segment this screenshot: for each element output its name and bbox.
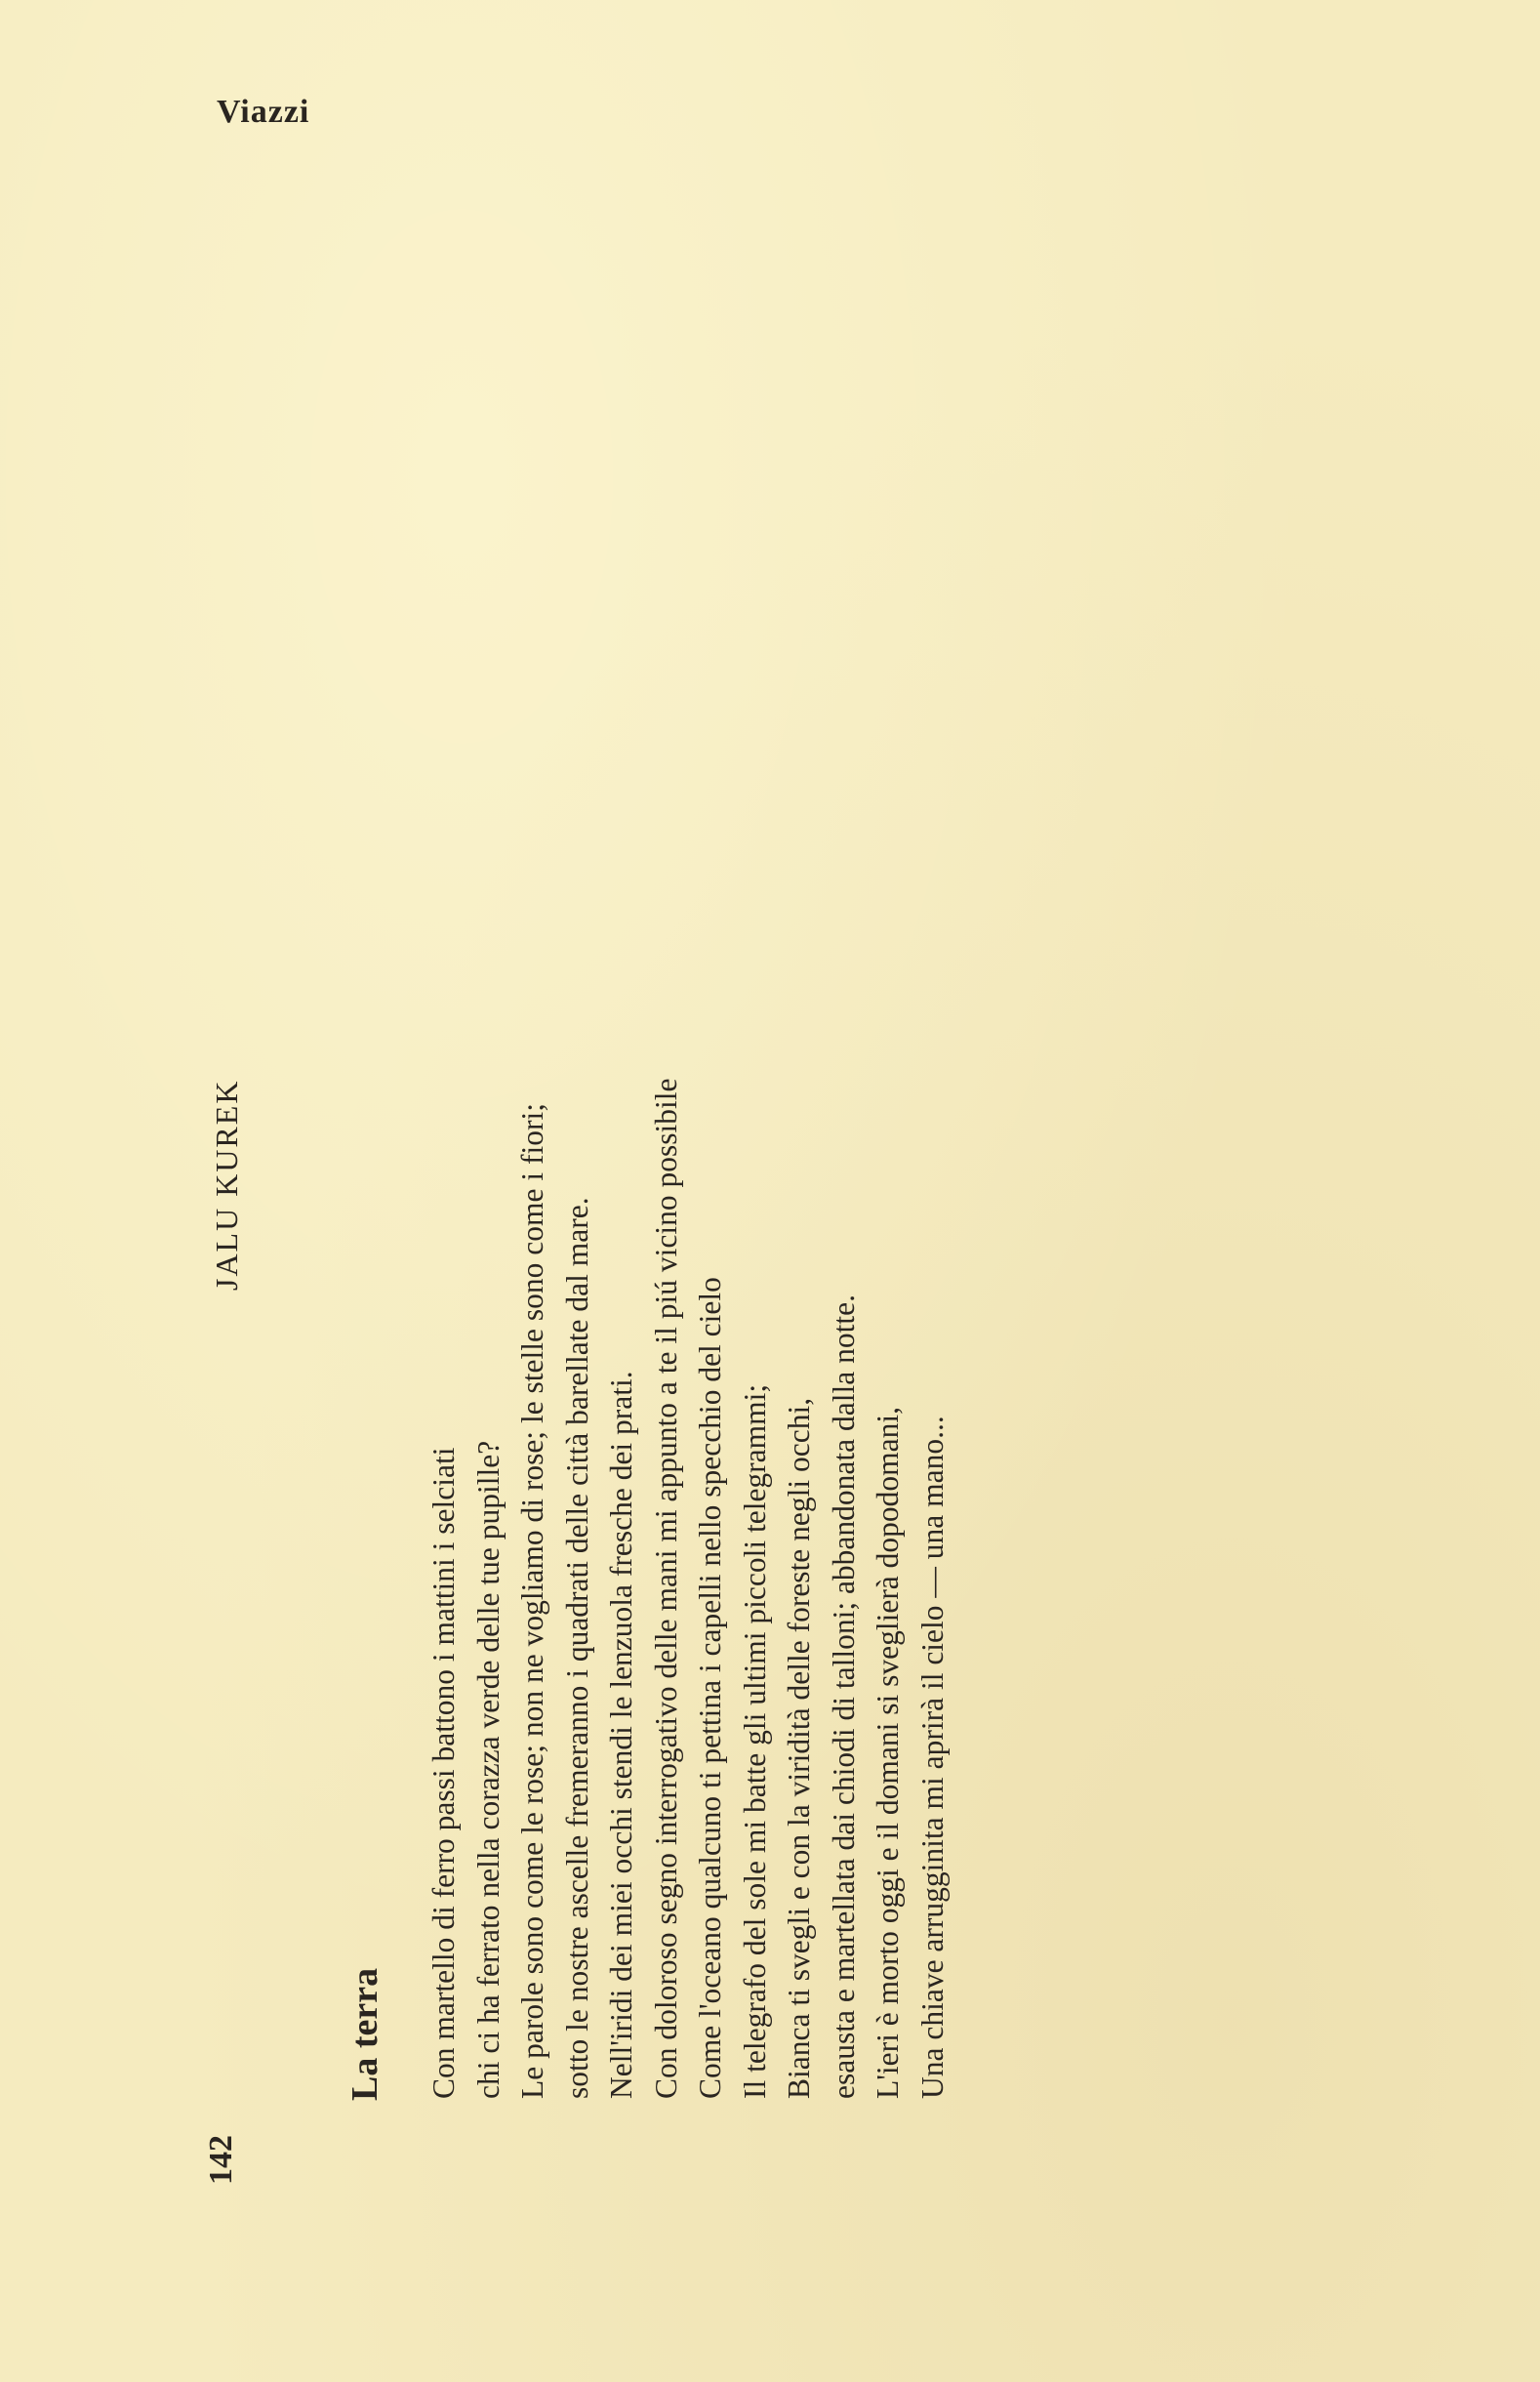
poem-line: Il telegrafo del sole mi batte gli ultimi piccoli telegrammi; [737, 1383, 772, 2099]
poem-line: sotto le nostre ascelle fremeranno i quadrati delle città barellate dal mare. [559, 1197, 594, 2099]
poem-line: Nell'iridi dei miei occhi stendi le lenzuola fresche dei prati. [604, 1371, 638, 2099]
poem-line: Come l'oceano qualcuno ti pettina i capelli nello specchio del cielo [693, 1277, 727, 2099]
poem-line: Le parole sono come le rose; non ne vogliamo di rose; le stelle sono come i fiori; [515, 1103, 549, 2099]
running-head: Viazzi [217, 94, 310, 130]
poem-line: Con doloroso segno interrogativo delle mani mi appunto a te il piú vicino possibile [648, 1078, 683, 2099]
poem-line: Una chiave arrugginita mi aprirà il cielo — una mano... [914, 1416, 950, 2099]
poem-author: JALU KUREK [209, 1079, 244, 1291]
poem-title: La terra [344, 1967, 385, 2101]
poem-line: Con martello di ferro passi battono i mattini i selciati [426, 1447, 461, 2099]
poem-line: chi ci ha ferrato nella corazza verde delle tue pupille? [470, 1440, 506, 2099]
poem-line: L'ieri è morto oggi e il domani si sveglierà dopodomani, [871, 1406, 905, 2099]
poem-body [422, 1079, 954, 2099]
poem-line: Bianca ti svegli e con la viridità delle foreste negli occhi, [782, 1397, 816, 2099]
page-number: 142 [203, 2135, 239, 2185]
poem-line: esausta e martellata dai chiodi di talloni; abbandonata dalla notte. [826, 1294, 861, 2099]
